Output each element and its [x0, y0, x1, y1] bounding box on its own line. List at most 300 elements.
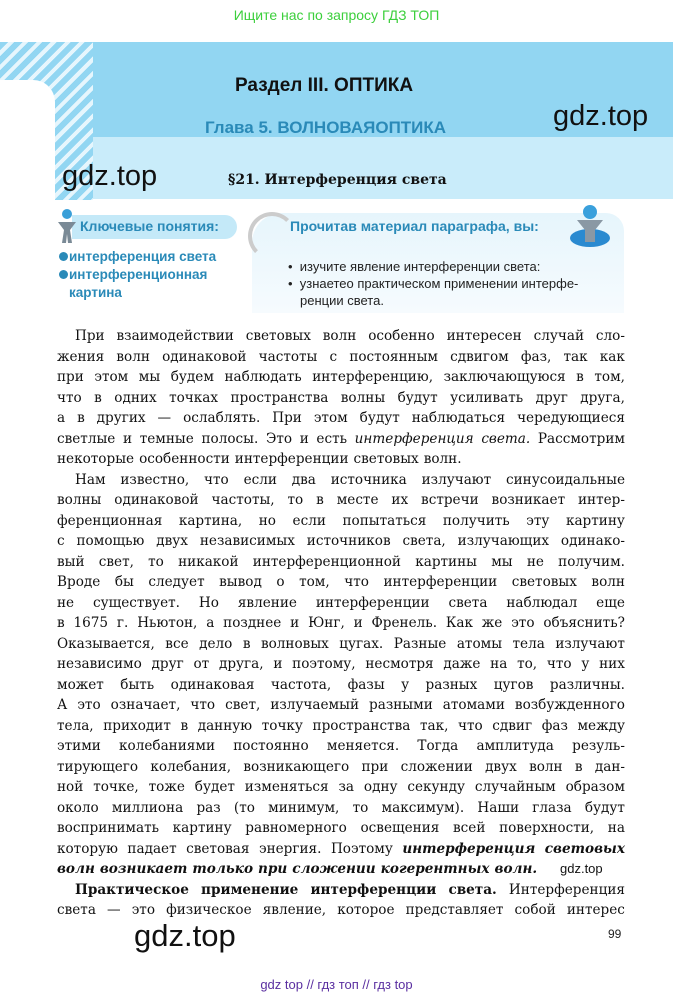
word: фаз,	[520, 348, 552, 365]
word: между	[577, 717, 625, 734]
word: то	[148, 553, 164, 570]
word: будем	[170, 369, 214, 385]
word: одних	[114, 389, 157, 406]
word: тоже	[148, 779, 185, 795]
word: раз	[196, 799, 221, 816]
word: волновых	[260, 635, 329, 652]
reader-icon	[565, 200, 615, 250]
body-line	[57, 326, 625, 347]
word: источника	[330, 471, 407, 488]
word: чередующиеся	[517, 410, 625, 426]
word: известно,	[120, 471, 190, 488]
word: друг	[535, 389, 568, 406]
word: картины	[415, 553, 477, 570]
word: в	[57, 615, 65, 631]
word: позднее	[223, 615, 282, 631]
section-title: Раздел III. ОПТИКА	[235, 75, 414, 96]
word: Разные	[393, 635, 447, 652]
word: (то	[233, 799, 255, 816]
word: что	[546, 656, 572, 672]
word: света.	[448, 881, 497, 898]
body-line	[57, 613, 625, 634]
word: одинаковая	[170, 676, 255, 693]
word: двух	[485, 758, 517, 775]
body-line	[57, 695, 625, 716]
word: ослаблять.	[183, 410, 261, 426]
word: взаимодействии	[116, 328, 234, 344]
word: Но	[198, 594, 219, 611]
word: секунду	[407, 779, 465, 795]
word: сдвиг	[492, 717, 533, 734]
word: синусоидальные	[505, 471, 625, 488]
word: постоянным	[349, 348, 438, 365]
body-text	[57, 326, 625, 921]
word: картину	[172, 820, 232, 836]
body-line	[57, 490, 625, 511]
word: частоты	[258, 348, 318, 365]
body-line	[57, 408, 625, 429]
watermark: gdz.top	[560, 861, 603, 876]
word: свет,	[225, 697, 261, 713]
word: случайным	[474, 779, 556, 795]
word: Тогда	[417, 738, 459, 754]
word: интер-	[578, 492, 625, 508]
word: друга,	[218, 656, 264, 672]
word: особенно	[368, 328, 435, 344]
word: вывод	[219, 574, 262, 590]
word: когерентных	[380, 861, 490, 877]
word: получим.	[558, 553, 625, 570]
word: атомы	[456, 635, 503, 652]
word: различны.	[549, 676, 625, 693]
word: независимых	[199, 533, 295, 549]
word: объяснить?	[543, 615, 625, 631]
word: жения	[57, 348, 105, 365]
word: в	[576, 369, 584, 385]
word: разными	[369, 697, 433, 713]
word: тела,	[57, 717, 94, 734]
word: еще	[596, 594, 625, 611]
word: атомами	[442, 697, 505, 713]
word: то	[352, 799, 369, 816]
body-line	[57, 839, 625, 860]
word: не	[57, 594, 75, 611]
chapter-title: Глава 5. ВОЛНОВАЯОПТИКА	[205, 118, 447, 137]
word: бы	[114, 574, 134, 590]
word: это	[131, 902, 156, 918]
word: этом	[94, 369, 129, 385]
word: —	[157, 410, 172, 426]
word: друга,	[580, 389, 625, 406]
word: с	[57, 533, 65, 549]
word: точке,	[93, 779, 139, 795]
word: при	[57, 369, 84, 385]
word: резуль-	[572, 738, 625, 754]
word: некоторые	[57, 451, 135, 467]
word: меняется.	[326, 738, 400, 754]
word: колебаниями	[119, 738, 216, 754]
word: света.	[481, 430, 531, 447]
word: Френель.	[371, 615, 438, 631]
word: поэтому,	[292, 656, 356, 672]
word: сложении	[400, 758, 473, 775]
word: интерференции	[383, 574, 498, 590]
word: освещения	[360, 820, 440, 836]
word: тирующего	[57, 758, 139, 775]
body-line	[57, 675, 625, 696]
word: есть	[316, 430, 348, 447]
body-line	[57, 367, 625, 388]
word: все	[165, 635, 189, 652]
word: одну	[363, 779, 398, 795]
word: наблюдаться	[411, 410, 506, 426]
word: мы	[138, 369, 161, 385]
word: же	[481, 615, 503, 631]
word: картина,	[178, 512, 243, 529]
word: тела	[512, 635, 545, 652]
body-line	[57, 757, 625, 778]
paragraph-title: §21. Интерференция света	[228, 172, 447, 188]
watermark: gdz.top	[134, 918, 236, 953]
word: это	[511, 615, 535, 631]
word: всей	[453, 820, 486, 836]
word: у	[401, 676, 410, 693]
word: собой	[514, 902, 556, 918]
word: будут	[584, 799, 625, 816]
word: за	[338, 779, 355, 795]
body-line	[57, 388, 625, 409]
body-line	[57, 429, 625, 450]
word: волн	[322, 328, 357, 344]
word: возникающего	[243, 758, 350, 775]
word: этом	[313, 410, 348, 426]
word: равномерного	[245, 820, 347, 836]
word: световых	[245, 328, 311, 344]
goal-item: • узнаетео практическом применении интерфе-	[288, 276, 579, 291]
word: максимум).	[381, 799, 465, 816]
word: постоянно	[233, 738, 309, 754]
word: сдвигом	[450, 348, 509, 365]
word: только	[192, 861, 254, 877]
word: несмотря	[365, 656, 434, 672]
word: может	[57, 676, 104, 693]
word: в	[574, 758, 583, 775]
word: а	[57, 410, 66, 426]
word: колебания,	[150, 758, 232, 775]
word: Как	[445, 615, 473, 631]
word: 1675	[73, 615, 109, 631]
word: это	[77, 697, 101, 713]
word: интерференции	[310, 881, 437, 898]
word: источников	[306, 533, 391, 549]
word: света	[57, 902, 96, 918]
word: излучающих	[457, 533, 550, 549]
word: —	[107, 902, 121, 918]
word: излучаемый	[270, 697, 360, 713]
word: волн	[57, 861, 95, 877]
word: волн.	[423, 451, 462, 467]
word: около	[57, 799, 99, 816]
word: месте	[336, 492, 379, 508]
word: и	[290, 615, 300, 631]
word: Вроде	[57, 574, 101, 590]
body-line	[57, 798, 625, 819]
word: два	[291, 471, 316, 488]
word: интерференционной	[252, 553, 401, 570]
word: дело	[199, 635, 233, 652]
word: представляет	[405, 902, 504, 918]
word: образом	[565, 779, 625, 795]
chapter-band	[93, 137, 673, 199]
body-line	[57, 736, 625, 757]
word: минимум,	[268, 799, 340, 816]
word: волн	[116, 348, 150, 365]
word: будет	[194, 779, 235, 795]
bullet-icon	[59, 270, 68, 279]
word: и	[273, 656, 283, 672]
footer-links: gdz top // гдз топ // гдз top	[260, 977, 413, 992]
word: независимо	[57, 656, 142, 672]
word: в	[180, 717, 189, 734]
word: Интерференция	[508, 881, 625, 898]
word: в	[94, 389, 102, 406]
word: том,	[594, 369, 625, 385]
word: них	[599, 656, 625, 672]
word: света,	[402, 533, 446, 549]
word: данную	[197, 717, 253, 734]
header-corner	[0, 80, 55, 210]
word: световая	[186, 840, 250, 857]
body-line	[57, 449, 625, 470]
word: явление	[237, 594, 297, 611]
word: интересен	[446, 328, 522, 344]
word: что	[204, 471, 229, 488]
word: амплитуда	[476, 738, 554, 754]
word: получить	[442, 512, 510, 529]
person-icon	[56, 208, 78, 244]
body-line	[57, 593, 625, 614]
word: волны	[57, 492, 102, 508]
word: разных	[425, 676, 478, 693]
word: сложении	[292, 861, 376, 877]
word: мы	[491, 553, 513, 570]
word: Ньютон,	[137, 615, 198, 631]
word: Это	[265, 430, 293, 447]
word: что	[344, 574, 369, 590]
word: сло-	[595, 328, 625, 344]
body-line	[57, 716, 625, 737]
word: излучают	[421, 471, 492, 488]
word: явление,	[262, 902, 327, 918]
key-concepts-title: Ключевые понятия:	[80, 218, 219, 234]
word: так	[563, 348, 588, 365]
word: Наши	[477, 799, 520, 816]
body-line	[57, 859, 625, 880]
word: заключающуюся	[443, 369, 566, 385]
word: При	[272, 410, 302, 426]
word: никакой	[178, 553, 239, 570]
word: свет,	[98, 553, 134, 570]
word: фазы	[347, 676, 385, 693]
word: которую	[57, 840, 118, 857]
word: как	[599, 348, 625, 365]
word: то,	[517, 656, 538, 672]
word: помощью	[76, 533, 145, 549]
word: в	[77, 410, 85, 426]
word: интерференцию,	[312, 369, 434, 385]
word: от	[193, 656, 210, 672]
word: означает,	[110, 697, 181, 713]
word: глаза	[532, 799, 572, 816]
body-line	[57, 470, 625, 491]
word: ференционная	[57, 512, 163, 529]
word: наблюдал	[506, 594, 578, 611]
word: одинаковой	[114, 492, 199, 508]
word: если	[292, 512, 326, 529]
word: о	[276, 574, 285, 590]
word: волн	[529, 758, 563, 775]
word: в	[242, 635, 251, 652]
word: точках	[169, 389, 219, 406]
word: темные	[139, 430, 194, 447]
word: излучают	[555, 635, 625, 652]
word: на	[607, 820, 625, 836]
body-line	[57, 880, 625, 901]
body-line	[57, 511, 625, 532]
goals-title: Прочитав материал параграфа, вы:	[290, 218, 539, 234]
word: на	[490, 656, 508, 672]
page-number: 99	[608, 927, 622, 941]
word: так,	[419, 717, 449, 734]
word: полосы.	[201, 430, 259, 447]
word: встречи	[421, 492, 479, 508]
body-line	[57, 572, 625, 593]
word: Оказывается,	[57, 635, 155, 652]
word: Юнг,	[308, 615, 345, 631]
word: падает	[127, 840, 177, 857]
goal-item-cont: ренции света.	[300, 293, 384, 308]
word: Практическое	[75, 881, 189, 898]
word: эту	[526, 512, 550, 529]
word: света	[448, 594, 488, 611]
word: следует	[148, 574, 205, 590]
body-line	[57, 531, 625, 552]
watermark: gdz.top	[62, 160, 158, 192]
word: ной	[57, 779, 84, 795]
word: других	[96, 410, 146, 426]
word: Поэтому	[330, 840, 393, 857]
word: возникает	[99, 861, 188, 877]
word: пространства	[230, 389, 329, 406]
word: у	[581, 656, 590, 672]
word: картину	[565, 512, 625, 529]
word: волн.	[494, 861, 538, 877]
word: если	[243, 471, 277, 488]
word: попытаться	[342, 512, 427, 529]
word: г.	[116, 615, 129, 631]
word: точку	[261, 717, 303, 734]
word: что	[458, 717, 483, 734]
word: дан-	[594, 758, 625, 775]
word: что	[190, 697, 216, 713]
word: в	[316, 492, 324, 508]
word: световых	[353, 451, 419, 467]
word: их	[391, 492, 409, 508]
word: А	[57, 697, 68, 713]
word: том,	[299, 574, 330, 590]
word: интерференция	[402, 840, 536, 857]
word: случай	[533, 328, 585, 344]
key-concept-item: интерференция света	[59, 249, 216, 264]
word: интерференции	[315, 594, 430, 611]
key-concept-item-cont: картина	[69, 285, 122, 300]
watermark: gdz.top	[553, 100, 649, 132]
word: одинаковой	[162, 348, 247, 365]
word: вый	[57, 553, 85, 570]
word: Рассмотрим	[537, 430, 625, 447]
word: друг	[151, 656, 184, 672]
word: Нам	[75, 471, 106, 488]
body-line	[57, 347, 625, 368]
word: и	[353, 615, 363, 631]
word: частота,	[270, 676, 332, 693]
body-line	[57, 634, 625, 655]
body-line	[57, 654, 625, 675]
word: которое	[337, 902, 395, 918]
word: приходит	[103, 717, 171, 734]
word: но	[258, 512, 276, 529]
word: световых	[511, 574, 577, 590]
word: что	[57, 389, 82, 406]
word: существует.	[93, 594, 180, 611]
word: интерес	[566, 902, 625, 918]
body-line	[57, 552, 625, 573]
word: частоты,	[211, 492, 275, 508]
word: цугах.	[339, 635, 384, 652]
word: возникает	[491, 492, 566, 508]
word: физическое	[166, 902, 252, 918]
word: при	[258, 861, 288, 877]
word: поверхности,	[499, 820, 595, 836]
word: фаз	[541, 717, 568, 734]
word: При	[75, 328, 105, 344]
word: наблюдать	[224, 369, 302, 385]
word: особенности	[139, 451, 230, 467]
word: а	[206, 615, 215, 631]
key-concept-item: интерференционная	[59, 267, 207, 282]
word: изменяться	[244, 779, 329, 795]
word: быть	[120, 676, 155, 693]
word: двух	[156, 533, 188, 549]
word: применение	[201, 881, 299, 898]
search-hint: Ищите нас по запросу ГДЗ ТОП	[233, 7, 440, 23]
word: миллиона	[111, 799, 184, 816]
word: возбужденного	[514, 697, 625, 713]
word: интерференции	[234, 451, 349, 467]
word: будут	[397, 389, 438, 406]
word: даже	[443, 656, 481, 672]
word: одинако-	[560, 533, 625, 549]
word: то	[287, 492, 304, 508]
goal-item: • изучите явление интерференции света:	[288, 259, 541, 274]
word: и	[299, 430, 309, 447]
word: усиливать	[450, 389, 524, 406]
word: светлые	[57, 430, 116, 447]
word: с	[329, 348, 338, 365]
word: будут	[359, 410, 400, 426]
body-line	[57, 777, 625, 798]
word: волн	[591, 574, 625, 590]
